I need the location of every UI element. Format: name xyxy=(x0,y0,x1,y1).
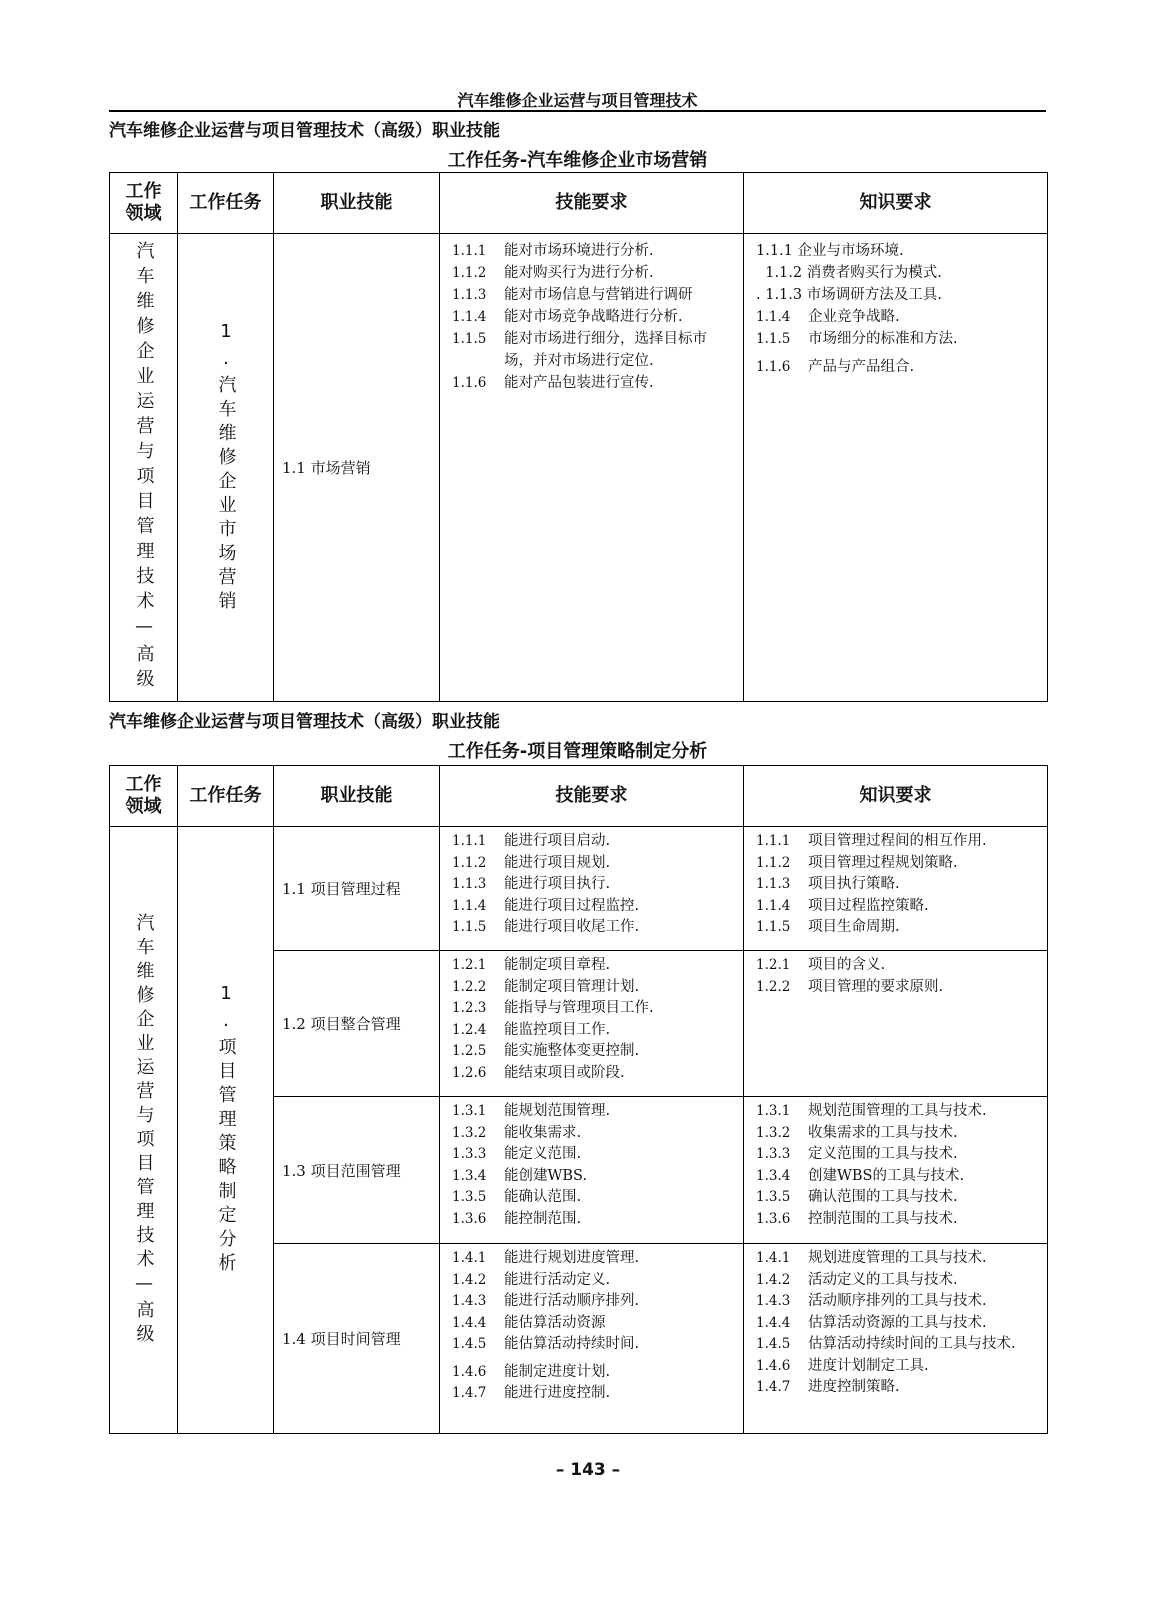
item-number: 1.4.5 xyxy=(756,1336,791,1352)
item-text: 企业竞争战略. xyxy=(808,309,900,325)
item-text: 能对市场信息与营销进行调研 xyxy=(504,287,693,303)
list-item xyxy=(452,977,735,999)
item-text: 能定义范围. xyxy=(504,1146,582,1162)
item-number: 1.3.2 xyxy=(452,1124,487,1141)
skill-cell: 1.2 项目整合管理 xyxy=(274,951,440,1097)
section2-title: 汽车维修企业运营与项目管理技术（高级）职业技能 xyxy=(109,712,500,732)
skill-req-cell xyxy=(440,1097,744,1244)
item-number: 1.4.2 xyxy=(452,1271,487,1288)
section1-title: 汽车维修企业运营与项目管理技术（高级）职业技能 xyxy=(109,121,500,141)
item-text: 1.1.1 企业与市场环境. xyxy=(756,243,904,259)
item-number: 1.1.5 xyxy=(756,919,791,935)
header-task: 工作任务 xyxy=(178,173,274,234)
list-item xyxy=(756,1144,1039,1166)
header-knowledge-req: 知识要求 xyxy=(744,173,1048,234)
list-item xyxy=(756,917,1039,939)
skill-req-list xyxy=(440,827,743,943)
knowledge-req-list xyxy=(744,1244,1047,1403)
item-number: 1.1.3 xyxy=(452,287,487,303)
domain-cell xyxy=(110,234,178,702)
table-row xyxy=(110,827,1048,951)
item-text: . 1.1.3 市场调研方法及工具. xyxy=(756,287,942,303)
list-item xyxy=(756,896,1039,918)
item-number: 1.2.5 xyxy=(452,1043,487,1059)
item-number: 1.1.1 xyxy=(756,833,791,849)
domain-cell xyxy=(110,827,178,1434)
item-text: 项目的含义. xyxy=(808,957,886,973)
item-text: 收集需求的工具与技术. xyxy=(808,1124,958,1141)
item-text: 能对产品包装进行宣传. xyxy=(504,375,654,391)
item-text: 能确认范围. xyxy=(504,1189,582,1205)
item-text: 项目管理过程规划策略. xyxy=(808,854,958,871)
item-number: 1.3.6 xyxy=(452,1210,487,1227)
item-number: 1.4.4 xyxy=(452,1314,487,1331)
item-number: 1.1.2 xyxy=(756,854,791,871)
skill-req-cell xyxy=(440,827,744,951)
item-text: 能进行项目执行. xyxy=(504,876,611,892)
list-item xyxy=(452,917,735,939)
section2-table xyxy=(109,765,1048,1434)
item-number: 1.4.5 xyxy=(452,1336,487,1352)
list-item xyxy=(756,1101,1039,1123)
item-text: 活动顺序排列的工具与技术. xyxy=(808,1293,987,1309)
domain-text: 汽车维修企业运营与项目管理技术—高级 xyxy=(133,912,155,1348)
list-item xyxy=(756,1248,1039,1270)
item-text: 确认范围的工具与技术. xyxy=(808,1189,958,1205)
skill-req-cell xyxy=(440,1244,744,1434)
list-item xyxy=(756,306,1039,328)
item-number: 1.4.2 xyxy=(756,1271,791,1288)
header-skill-req: 技能要求 xyxy=(440,766,744,827)
list-item xyxy=(452,306,735,328)
task-cell xyxy=(178,827,274,1434)
list-item xyxy=(756,1356,1039,1378)
list-item xyxy=(756,1313,1039,1335)
knowledge-req-cell xyxy=(744,827,1048,951)
item-text: 能制定项目管理计划. xyxy=(504,978,640,995)
list-item xyxy=(756,853,1039,875)
list-item xyxy=(452,1383,735,1405)
item-number: 1.1.4 xyxy=(756,897,791,914)
list-item xyxy=(756,1291,1039,1313)
list-item xyxy=(756,240,1039,262)
knowledge-req-cell xyxy=(744,1244,1048,1434)
item-text: 项目管理过程间的相互作用. xyxy=(808,833,987,849)
list-item xyxy=(756,1123,1039,1145)
list-item xyxy=(452,1187,735,1209)
item-text: 能对市场进行细分，选择目标市场，并对市场进行定位. xyxy=(504,331,707,369)
list-item xyxy=(452,240,735,262)
skill-cell: 1.3 项目范围管理 xyxy=(274,1097,440,1244)
list-item xyxy=(756,328,1039,350)
skill-cell: 1.1 项目管理过程 xyxy=(274,827,440,951)
item-text: 能对市场竞争战略进行分析. xyxy=(504,309,683,325)
item-number: 1.1.3 xyxy=(756,876,791,892)
list-item xyxy=(756,831,1039,853)
section1-subtitle: 工作任务-汽车维修企业市场营销 xyxy=(447,150,708,171)
item-text: 能结束项目或阶段. xyxy=(504,1064,625,1081)
item-number: 1.3.5 xyxy=(756,1189,791,1205)
item-text: 活动定义的工具与技术. xyxy=(808,1271,958,1288)
list-item xyxy=(452,328,735,372)
list-item xyxy=(756,1209,1039,1231)
item-number: 1.2.1 xyxy=(452,957,487,973)
item-number: 1.3.5 xyxy=(452,1189,487,1205)
item-text: 能进行项目收尾工作. xyxy=(504,919,640,935)
list-item xyxy=(756,1187,1039,1209)
list-item xyxy=(452,1313,735,1335)
list-item xyxy=(756,1166,1039,1188)
knowledge-req-list xyxy=(744,1097,1047,1234)
item-number: 1.1.6 xyxy=(452,375,487,391)
task-cell xyxy=(178,234,274,702)
header-domain: 工作领域 xyxy=(110,766,178,827)
item-number: 1.3.3 xyxy=(756,1146,791,1162)
knowledge-req-list xyxy=(744,234,1047,382)
item-text: 能估算活动持续时间. xyxy=(504,1336,640,1352)
task-text: 1.汽车维修企业市场营销 xyxy=(215,320,237,615)
item-number: 1.1.3 xyxy=(452,876,487,892)
item-number: 1.2.4 xyxy=(452,1021,487,1038)
list-item xyxy=(756,1377,1039,1399)
item-text: 能指导与管理项目工作. xyxy=(504,1000,654,1016)
item-text: 估算活动持续时间的工具与技术. xyxy=(808,1336,1016,1352)
list-item xyxy=(756,874,1039,896)
item-text: 规划范围管理的工具与技术. xyxy=(808,1103,987,1119)
item-number: 1.1.1 xyxy=(452,833,487,849)
skill-req-list xyxy=(440,1244,743,1409)
knowledge-req-cell xyxy=(744,1097,1048,1244)
list-item xyxy=(452,1166,735,1188)
item-text: 估算活动资源的工具与技术. xyxy=(808,1314,987,1331)
list-item xyxy=(452,1123,735,1145)
item-text: 能进行项目启动. xyxy=(504,833,611,849)
list-item xyxy=(452,1063,735,1085)
list-item xyxy=(452,1248,735,1270)
knowledge-req-cell xyxy=(744,234,1048,702)
item-number: 1.2.6 xyxy=(452,1064,487,1081)
item-text: 能实施整体变更控制. xyxy=(504,1043,640,1059)
list-item xyxy=(452,955,735,977)
item-text: 项目执行策略. xyxy=(808,876,900,892)
item-text: 能进行活动顺序排列. xyxy=(504,1293,640,1309)
item-text: 项目过程监控策略. xyxy=(808,897,929,914)
item-text: 能估算活动资源 xyxy=(504,1314,606,1331)
list-item xyxy=(452,1291,735,1313)
skill-req-list xyxy=(440,1097,743,1234)
header-skill: 职业技能 xyxy=(274,173,440,234)
item-number: 1.1.4 xyxy=(452,309,487,325)
list-item xyxy=(452,372,735,394)
list-item xyxy=(452,831,735,853)
item-text: 控制范围的工具与技术. xyxy=(808,1210,958,1227)
item-number: 1.1.4 xyxy=(756,309,791,325)
list-item xyxy=(756,1334,1039,1356)
item-text: 定义范围的工具与技术. xyxy=(808,1146,958,1162)
item-text: 能对市场环境进行分析. xyxy=(504,243,654,259)
item-text: 能控制范围. xyxy=(504,1210,582,1227)
item-number: 1.4.7 xyxy=(452,1385,487,1401)
list-item xyxy=(452,1101,735,1123)
item-number: 1.2.2 xyxy=(452,978,487,995)
list-item xyxy=(452,1209,735,1231)
item-number: 1.4.7 xyxy=(756,1379,791,1395)
domain-text: 汽车维修企业运营与项目管理技术—高级 xyxy=(133,241,155,694)
skill-req-cell xyxy=(440,951,744,1097)
skill-req-list xyxy=(440,234,743,398)
list-item xyxy=(756,262,1039,284)
item-number: 1.4.6 xyxy=(452,1363,487,1380)
knowledge-req-list xyxy=(744,827,1047,943)
skill-cell: 1.4 项目时间管理 xyxy=(274,1244,440,1434)
list-item xyxy=(756,284,1039,306)
knowledge-req-list xyxy=(744,951,1047,1002)
list-item xyxy=(452,853,735,875)
header-skill: 职业技能 xyxy=(274,766,440,827)
item-text: 规划进度管理的工具与技术. xyxy=(808,1250,987,1266)
item-text: 项目管理的要求原则. xyxy=(808,978,944,995)
running-head: 汽车维修企业运营与项目管理技术 xyxy=(109,88,1046,112)
header-domain: 工作领域 xyxy=(110,173,178,234)
task-text: 1.项目管理策略制定分析 xyxy=(215,983,237,1277)
item-text: 市场细分的标准和方法. xyxy=(808,331,958,347)
item-number: 1.1.5 xyxy=(452,331,487,347)
list-item xyxy=(452,262,735,284)
item-text: 项目生命周期. xyxy=(808,919,900,935)
list-item xyxy=(452,1041,735,1063)
page-number: – 143 – xyxy=(555,1460,621,1480)
section1-table xyxy=(109,172,1048,702)
item-number: 1.4.1 xyxy=(756,1250,791,1266)
list-item xyxy=(756,955,1039,977)
list-item xyxy=(452,998,735,1020)
list-item xyxy=(452,1144,735,1166)
list-item xyxy=(452,1020,735,1042)
item-text: 能进行项目规划. xyxy=(504,854,611,871)
item-number: 1.4.4 xyxy=(756,1314,791,1331)
item-number: 1.1.5 xyxy=(756,331,791,347)
item-number: 1.2.3 xyxy=(452,1000,487,1016)
list-item xyxy=(452,1270,735,1292)
item-number: 1.3.6 xyxy=(756,1210,791,1227)
item-number: 1.3.2 xyxy=(756,1124,791,1141)
item-text: 1.1.2 消费者购买行为模式. xyxy=(756,265,942,281)
skill-req-cell xyxy=(440,234,744,702)
item-number: 1.1.2 xyxy=(452,265,487,281)
item-text: 能收集需求. xyxy=(504,1124,582,1141)
item-text: 能对购买行为进行分析. xyxy=(504,265,654,281)
list-item xyxy=(452,1334,735,1356)
item-number: 1.4.6 xyxy=(756,1357,791,1374)
list-item xyxy=(452,284,735,306)
item-number: 1.1.2 xyxy=(452,854,487,871)
item-text: 能进行规划进度管理. xyxy=(504,1250,640,1266)
item-number: 1.1.1 xyxy=(452,243,487,259)
item-number: 1.3.4 xyxy=(452,1167,487,1184)
item-number: 1.4.3 xyxy=(452,1293,487,1309)
item-text: 能制定进度计划. xyxy=(504,1363,611,1380)
item-text: 进度控制策略. xyxy=(808,1379,900,1395)
list-item xyxy=(452,874,735,896)
item-text: 产品与产品组合. xyxy=(808,359,915,375)
item-text: 能创建WBS. xyxy=(504,1167,588,1184)
item-number: 1.4.1 xyxy=(452,1250,487,1266)
item-number: 1.3.4 xyxy=(756,1167,791,1184)
section2-subtitle: 工作任务-项目管理策略制定分析 xyxy=(447,741,708,762)
item-number: 1.1.5 xyxy=(452,919,487,935)
item-number: 1.2.1 xyxy=(756,957,791,973)
list-item xyxy=(756,977,1039,999)
item-number: 1.2.2 xyxy=(756,978,791,995)
item-text: 创建WBS的工具与技术. xyxy=(808,1167,965,1184)
item-text: 能监控项目工作. xyxy=(504,1021,611,1038)
header-skill-req: 技能要求 xyxy=(440,173,744,234)
item-number: 1.3.1 xyxy=(756,1103,791,1119)
item-number: 1.3.1 xyxy=(452,1103,487,1119)
skill-cell: 1.1 市场营销 xyxy=(274,234,440,702)
item-text: 能进行项目过程监控. xyxy=(504,897,640,914)
header-task: 工作任务 xyxy=(178,766,274,827)
list-item xyxy=(452,896,735,918)
header-knowledge-req: 知识要求 xyxy=(744,766,1048,827)
list-item xyxy=(756,1270,1039,1292)
item-text: 能规划范围管理. xyxy=(504,1103,611,1119)
knowledge-req-cell xyxy=(744,951,1048,1097)
item-text: 进度计划制定工具. xyxy=(808,1357,929,1374)
item-text: 能制定项目章程. xyxy=(504,957,611,973)
list-item xyxy=(452,1362,735,1384)
item-number: 1.1.4 xyxy=(452,897,487,914)
item-text: 能进行活动定义. xyxy=(504,1271,611,1288)
list-item xyxy=(756,356,1039,378)
item-number: 1.1.6 xyxy=(756,359,791,375)
item-number: 1.4.3 xyxy=(756,1293,791,1309)
item-number: 1.3.3 xyxy=(452,1146,487,1162)
skill-req-list xyxy=(440,951,743,1088)
item-text: 能进行进度控制. xyxy=(504,1385,611,1401)
